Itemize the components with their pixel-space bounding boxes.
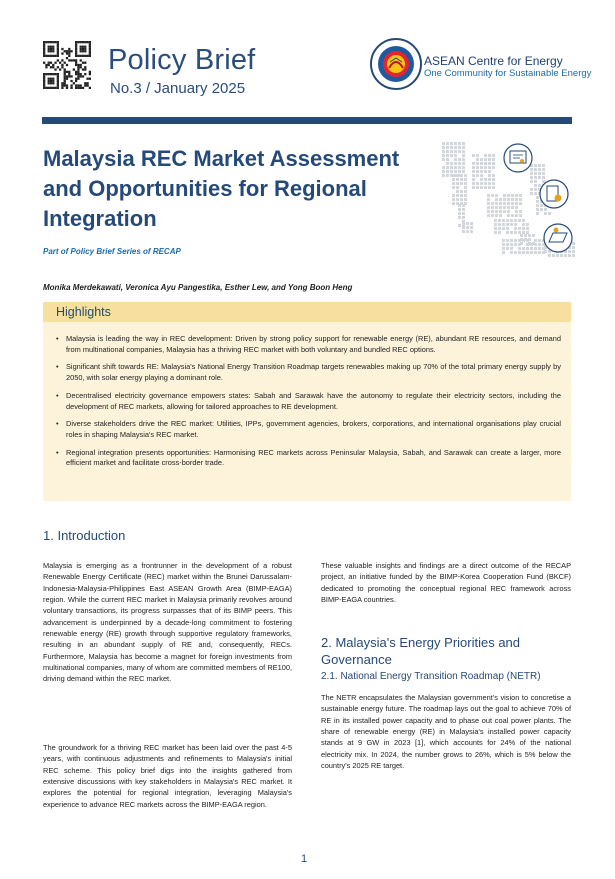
southeast-asia-map-illustration <box>432 134 577 269</box>
org-tagline: One Community for Sustainable Energy <box>424 68 592 79</box>
certificate-icon <box>504 144 532 172</box>
intro-paragraph-1: Malaysia is emerging as a frontrunner in the development of a robust Renewable Energy Certificate (REC) market within the Brunei Darussalam-Indonesia-Malaysia-Philippines East ASEAN Growth Area (BIMP-EAGA) region. While the current REC market in Malaysia primarily revolves around voluntary transactions, its progress surpasses that of its BIMP peers. This advancement is underpinned by a decade-long commitment to fostering renewable energy (RE) growth through supportive regulatory frameworks, resulting in an abundant supply of RE and, consequently, RECs. Furthermore, Malaysia has become a magnet for foreign investments from multinational companies, many of whom are committed members of RE100, driving demand within the REC market. <box>43 561 292 684</box>
solar-panel-icon <box>544 224 572 252</box>
org-name: ASEAN Centre for Energy <box>424 54 563 68</box>
highlight-item: • Decentralised electricity governance empowers states: Sabah and Sarawak have the autonomy to regulate their electricity sectors, including the development of REC markets, allowing for tailored approaches to RE development. <box>56 391 561 412</box>
highlight-item: • Significant shift towards RE: Malaysia's National Energy Transition Roadmap targets renewables making up 70% of the total primary energy supply by 2050, with solar energy playing a dominant role. <box>56 362 561 383</box>
netr-paragraph: The NETR encapsulates the Malaysian government's vision to concretise a sustainable energy future. The roadmap lays out the goal to achieve 70% of RE in its installed power capacity and to phase out coal power plants. The share of renewable energy (RE) in Malaysia's installed power capacity stands at 9 GW in 2023 [1], which accounts for 24% of the national electricity mix. In 2024, the number grows to 26%, which is 5% below the country's 2025 RE target. <box>321 693 571 771</box>
ace-logo-icon <box>370 38 422 90</box>
policy-brief-title: Policy Brief <box>108 44 256 76</box>
qr-code <box>43 41 91 89</box>
highlight-item: • Regional integration presents opportunities: Harmonising REC markets across Peninsular Malaysia, Sabah, and Sarawak can create a larger, more efficient market and facilitate cross-border trade. <box>56 448 561 469</box>
header-divider <box>42 117 572 124</box>
issue-number: No.3 / January 2025 <box>110 80 246 97</box>
subsection-heading-netr: 2.1. National Energy Transition Roadmap (NETR) <box>321 671 541 682</box>
highlight-item: • Diverse stakeholders drive the REC market: Utilities, IPPs, government agencies, brokers, corporations, and international organisations play crucial roles in shaping Malaysia's REC market. <box>56 419 561 440</box>
highlights-title: Highlights <box>56 305 111 319</box>
document-title: Malaysia REC Market Assessment and Opportunities for Regional Integration <box>43 146 400 231</box>
authors: Monika Merdekawati, Veronica Ayu Pangestika, Esther Lew, and Yong Boon Heng <box>43 283 353 292</box>
intro-paragraph-3: These valuable insights and findings are a direct outcome of the RECAP project, an initiative funded by the BIMP-Korea Cooperation Fund (BKCF) dedicated to promoting the conceptual regional REC framework across BIMP-EAGA countries. <box>321 561 571 605</box>
series-label: Part of Policy Brief Series of RECAP <box>43 247 181 256</box>
section-heading-energy-priorities: 2. Malaysia's Energy Priorities and Governance <box>321 635 521 667</box>
section-heading-introduction: 1. Introduction <box>43 528 126 543</box>
highlights-header-bar <box>43 302 571 322</box>
intro-paragraph-2: The groundwork for a thriving REC market has been laid over the past 4-5 years, with continuous adjustments and refinements to Malaysia's initial REC scheme. This policy brief digs into the insights gathered from extensive discussions with key stakeholders in Malaysia's REC market. It explores the potential for regional integration, leveraging Malaysia's experience to advance REC markets across the BIMP-EAGA region. <box>43 743 292 809</box>
highlight-item: • Malaysia is leading the way in REC development: Driven by strong policy support for renewable energy (RE), abundant RE resources, and demand from multinational companies, Malaysia has a thriving REC market with both voluntary and bundled REC options. <box>56 334 561 355</box>
highlights-list <box>56 334 561 476</box>
document-check-icon <box>540 180 568 208</box>
page-number: 1 <box>301 853 308 865</box>
